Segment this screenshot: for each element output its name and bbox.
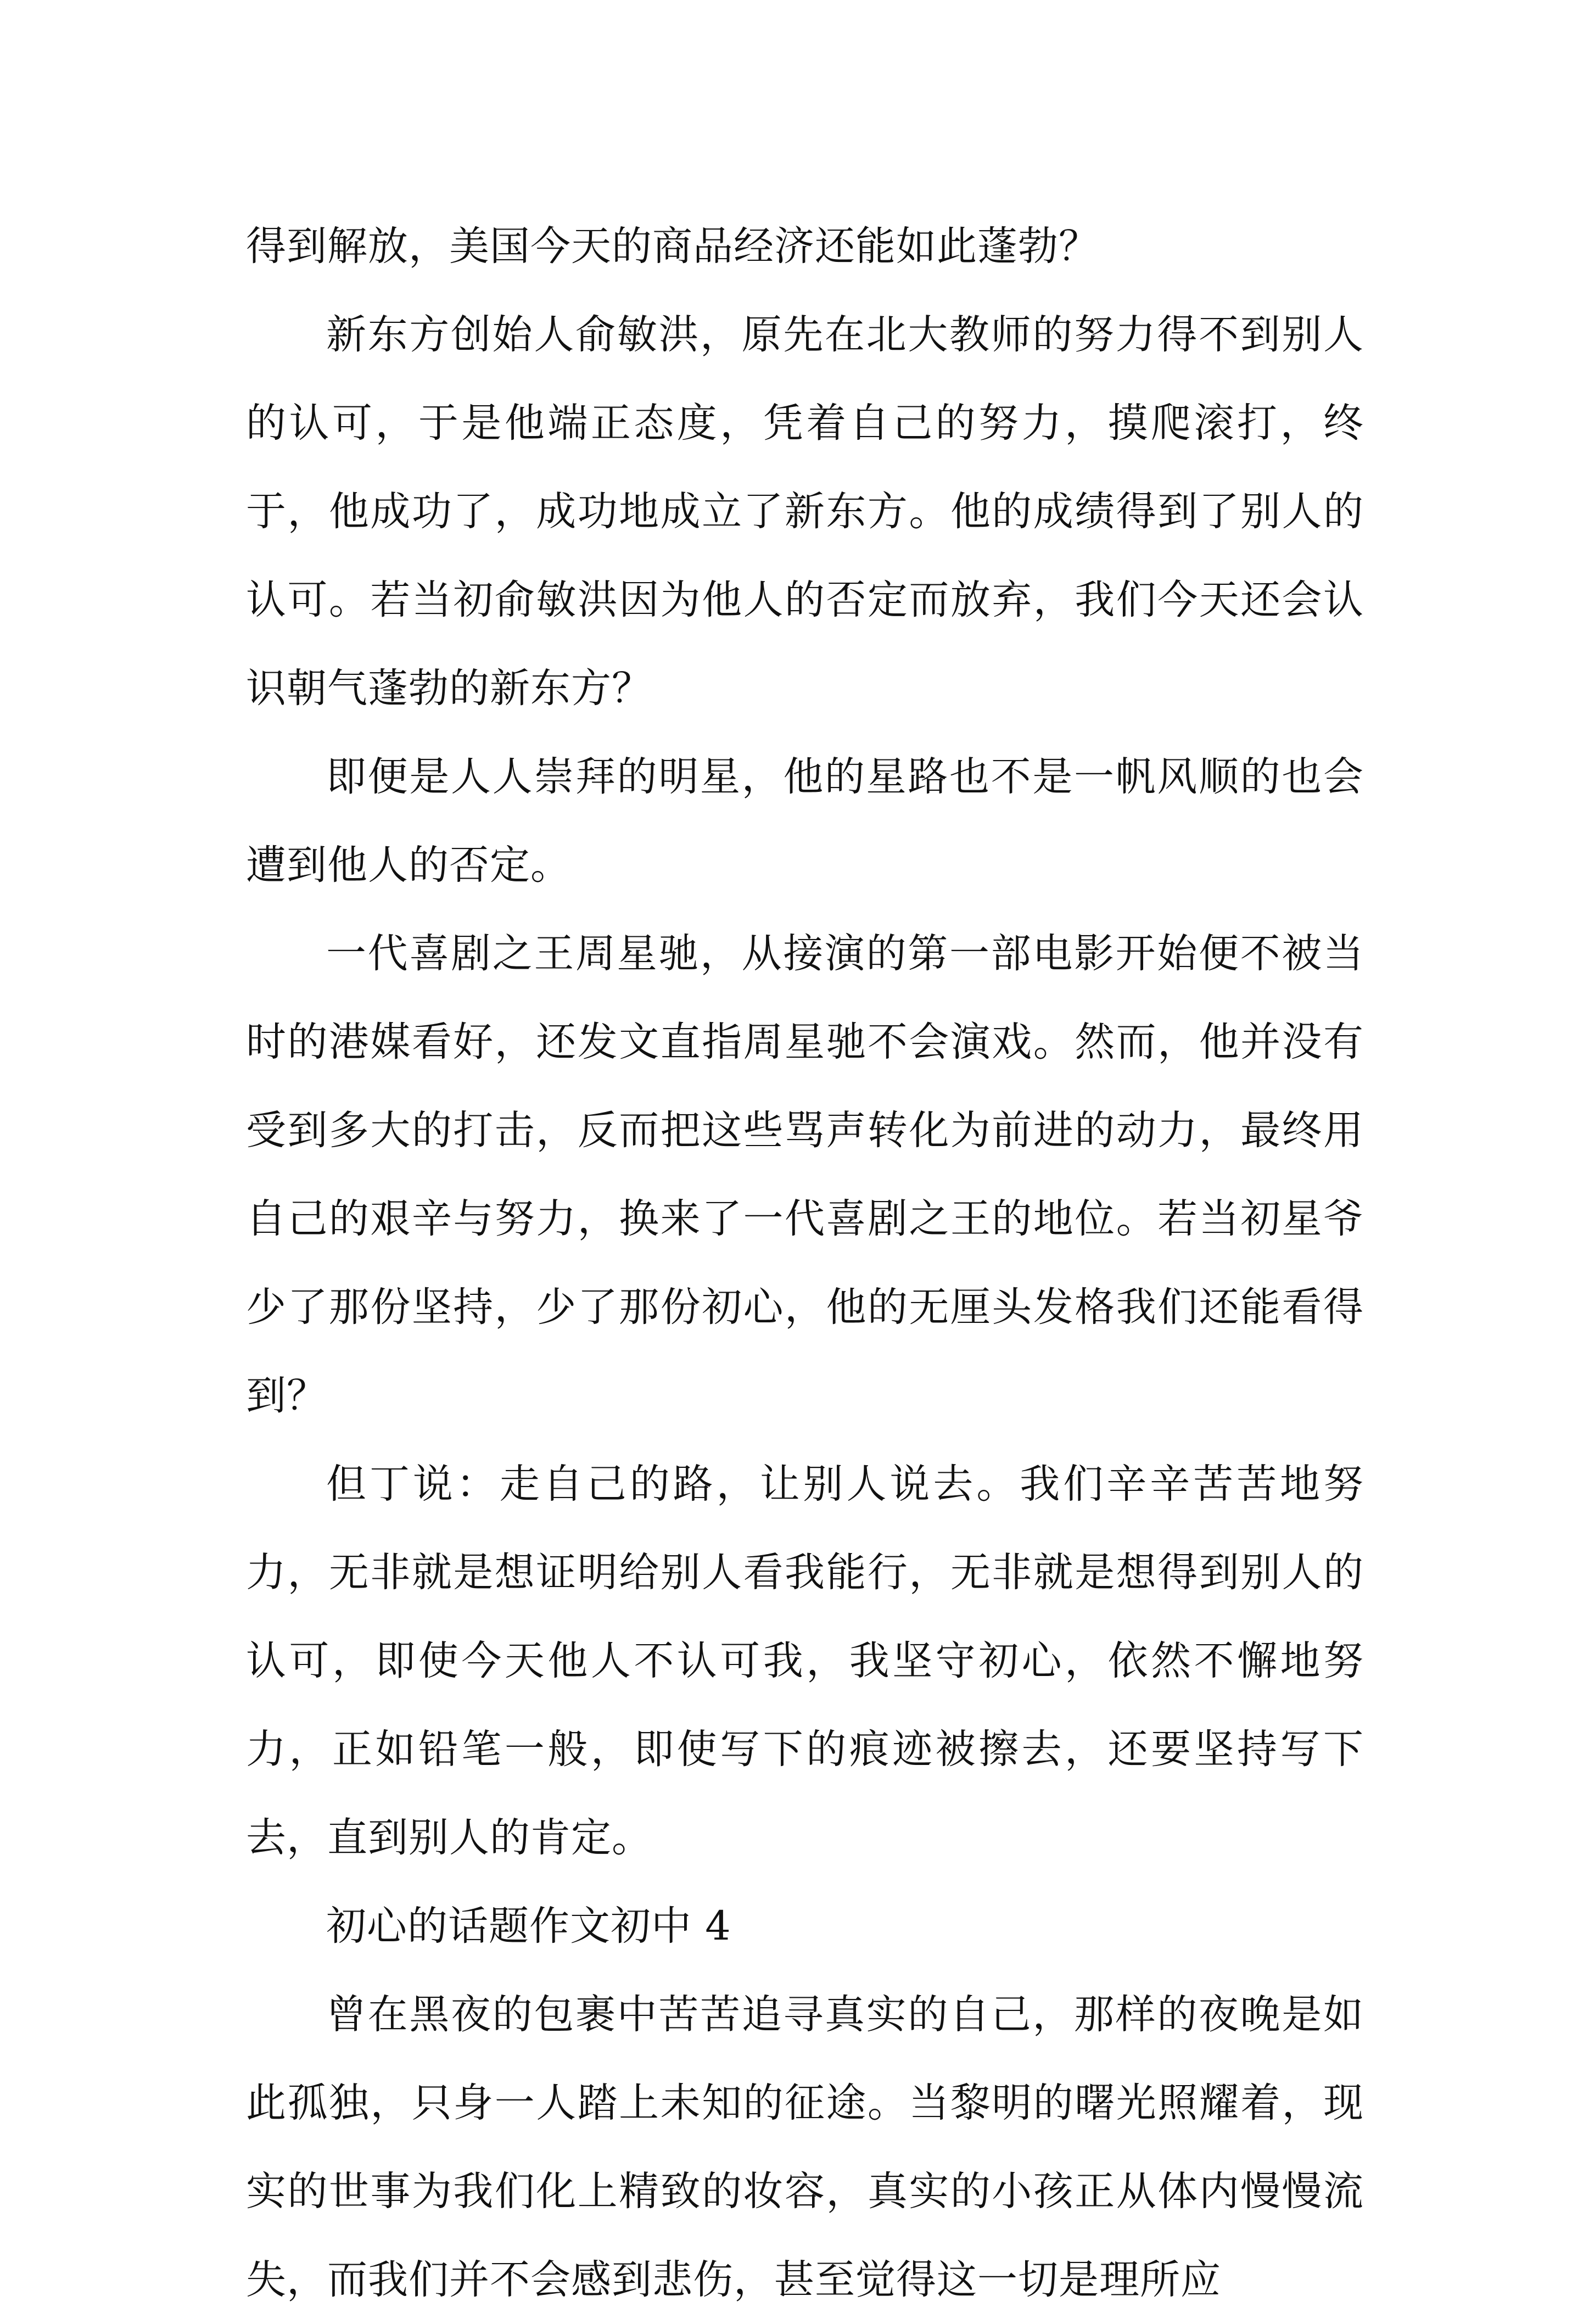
document-body [246,202,1364,2324]
paragraph-continuation: 得到解放，美国今天的商品经济还能如此蓬勃？ [246,223,1099,270]
paragraph-star: 即便是人人崇拜的明星，他的星路也不是一帆风顺的也会遭到他人的否定。 [246,753,1364,889]
paragraph-new-oriental: 新东方创始人俞敏洪，原先在北大教师的努力得不到别人的认可，于是他端正态度，凭着自己的努力，摸爬滚打，终于，他成功了，成功地成立了新东方。他的成绩得到了别人的认可。若当初俞敏洪因为他人的否定而放弃，我们今天还会认识朝气蓬勃的新东方？ [246,311,1364,712]
paragraph-dante: 但丁说：走自己的路，让别人说去。我们辛辛苦苦地努力，无非就是想证明给别人看我能行，无非就是想得到别人的认可，即使今天他人不认可我，我坚守初心，依然不懈地努力，正如铅笔一般，即使写下的痕迹被擦去，还要坚持写下去，直到别人的肯定。 [246,1461,1364,1861]
paragraph-stephen-chow: 一代喜剧之王周星驰，从接演的第一部电影开始便不被当时的港媒看好，还发文直指周星驰不会演戏。然而，他并没有受到多大的打击，反而把这些骂声转化为前进的动力，最终用自己的艰辛与努力，换来了一代喜剧之王的地位。若当初星爷少了那份坚持，少了那份初心，他的无厘头发格我们还能看得到？ [246,930,1364,1419]
paragraph-night: 曾在黑夜的包裹中苦苦追寻真实的自己，那样的夜晚是如此孤独，只身一人踏上未知的征途。当黎明的曙光照耀着，现实的世事为我们化上精致的妆容，真实的小孩正从体内慢慢流失，而我们并不会感到悲伤，甚至觉得这一切是理所应 [246,1991,1364,2303]
section-heading: 初心的话题作文初中 4 [326,1903,731,1949]
